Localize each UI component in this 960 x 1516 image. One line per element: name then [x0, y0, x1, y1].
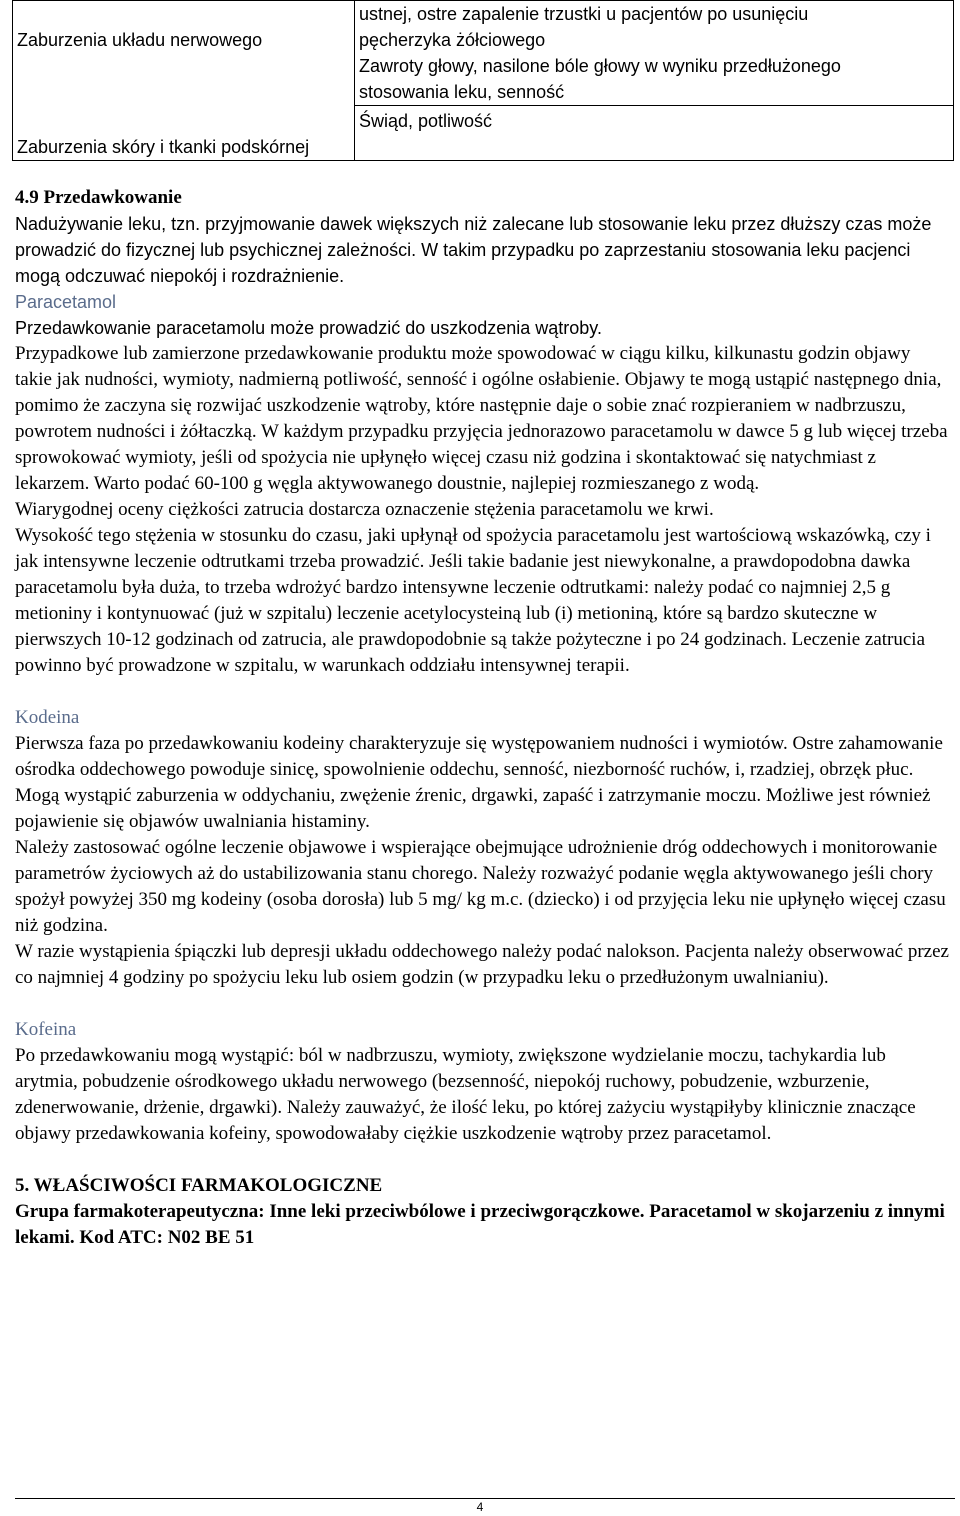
section-heading-pharmacology: 5. WŁAŚCIWOŚCI FARMAKOLOGICZNE — [15, 1174, 383, 1196]
page-content — [15, 0, 952, 1251]
subheading-kofeina: Kofeina — [15, 1018, 77, 1040]
section-heading-overdose: 4.9 Przedawkowanie — [15, 186, 182, 208]
kofeina-paragraph: Po przedawkowaniu mogą wystąpić: ból w nadbrzuszu, wymioty, zwiększone wydzielanie moczu, tachykardia lub arytmia, pobudzenie ośrodkowego układu nerwowego (bezsenność, niepokój ruchowy, pobudzenie, wzburzenie, zdenerwowanie, drżenie, drgawki). Należy zauważyć, że ilość leku, po której zażyciu wystąpiłyby klinicznie znaczące objawy przedawkowania kofeiny, spowodowałaby ciężkie uszkodzenie wątroby przez paracetamol. — [15, 1044, 916, 1144]
cell-line: Zaburzenia układu nerwowego — [17, 30, 263, 50]
cell-line: stosowania leku, senność — [359, 82, 565, 102]
paracetamol-paragraph: Przypadkowe lub zamierzone przedawkowanie produktu może spowodować w ciągu kilku, kilkunastu godzin objawy takie jak nudności, wymioty, nadmierną potliwość, senność i ogólne osłabienie. Objawy te mogą ustąpić następnego dnia, pomimo że zaczyna się rozwijać uszkodzenie wątroby, które następnie daje o sobie znać rozpieraniem w nadbrzuszu, powrotem nudności i żółtaczką. W każdym przypadku przyjęcia jednorazowo paracetamolu w dawce 5 g lub więcej trzeba sprowokować wymioty, jeśli od spożycia nie upłynęło więcej czasu niż godzina i skontaktować się natychmiast z lekarzem. Warto podać 60-100 g węgla aktywowanego doustnie, najlepiej rozmieszanego z wodą. — [15, 342, 948, 494]
kodeina-paragraph: W razie wystąpienia śpiączki lub depresji układu oddechowego należy podać nalokson. Pacjenta należy obserwować przez co najmniej 4 godziny po spożyciu leku lub osiem godzin (w przypadku leku o przedłużonym uwalnianiu). — [15, 940, 949, 988]
cell-line: pęcherzyka żółciowego — [359, 30, 546, 50]
subheading-paracetamol: Paracetamol — [15, 291, 117, 312]
cell-line: ustnej, ostre zapalenie trzustki u pacjentów po usunięciu — [359, 4, 809, 24]
table-cell-effects — [355, 1, 954, 106]
footer-divider — [15, 1498, 955, 1499]
subheading-kodeina: Kodeina — [15, 706, 80, 728]
table-row — [13, 106, 954, 161]
page-number: 4 — [476, 1500, 484, 1514]
table-cell-system — [13, 1, 355, 106]
kodeina-paragraph: Należy zastosować ogólne leczenie objawowe i wspierające obejmujące udrożnienie dróg oddechowych i monitorowanie parametrów życiowych aż do ustabilizowania stanu chorego. Należy rozważyć podanie węgla aktywowanego jeśli chory spożył powyżej 350 mg kodeiny (osoba dorosła) lub 5 mg/ kg m.c. (dziecko) i od przyjęcia leku nie upłynęło więcej czasu niż godzina. — [15, 836, 946, 936]
paracetamol-paragraph: Wiarygodnej oceny ciężkości zatrucia dostarcza oznaczenie stężenia paracetamolu we krwi. — [15, 498, 714, 520]
table-row — [13, 1, 954, 106]
cell-line: Zawroty głowy, nasilone bóle głowy w wyniku przedłużonego — [359, 56, 841, 76]
kodeina-paragraph: Pierwsza faza po przedawkowaniu kodeiny charakteryzuje się występowaniem nudności i wymiotów. Ostre zahamowanie ośrodka oddechowego powoduje sinicę, spowolnienie oddechu, senność, niezborność ruchów, i, rzadziej, obrzęk płuc. Mogą wystąpić zaburzenia w oddychaniu, zwężenie źrenic, drgawki, zapaść i zatrzymanie moczu. Możliwe jest również pojawienie się objawów uwalniania histaminy. — [15, 732, 943, 832]
adverse-reactions-table — [12, 0, 954, 161]
table-cell-system: Zaburzenia skóry i tkanki podskórnej — [13, 106, 355, 161]
paracetamol-paragraph: Przedawkowanie paracetamolu może prowadzić do uszkodzenia wątroby. — [15, 317, 602, 338]
overdose-intro: Nadużywanie leku, tzn. przyjmowanie dawek większych niż zalecane lub stosowanie leku przez dłuższy czas może prowadzić do fizycznej lub psychicznej zależności. W takim przypadku po zaprzestaniu stosowania leku pacjenci mogą odczuwać niepokój i rozdrażnienie. — [15, 213, 932, 286]
pharmacotherapeutic-group: Grupa farmakoterapeutyczna: Inne leki przeciwbólowe i przeciwgorączkowe. Paracetamol w skojarzeniu z innymi lekami. Kod ATC: N02 BE 51 — [15, 1200, 945, 1248]
paracetamol-paragraph: Wysokość tego stężenia w stosunku do czasu, jaki upłynął od spożycia paracetamolu jest wartościową wskazówką, czy i jak intensywne leczenie odtrutkami trzeba prowadzić. Jeśli takie badanie jest niewykonalne, a prawdopodobna dawka paracetamolu była duża, to trzeba wdrożyć bardzo intensywne leczenie odtrutkami: należy podać co najmniej 2,5 g metioniny i kontynuować (już w szpitalu) leczenie acetylocysteiną lub (i) metioniną, które są bardzo skuteczne w pierwszych 10-12 godzinach od zatrucia, ale prawdopodobnie są także pożyteczne i po 24 godzinach. Leczenie zatrucia powinno być prowadzone w szpitalu, w warunkach oddziału intensywnej terapii. — [15, 524, 931, 676]
cell-line — [17, 1, 348, 27]
table-cell-effects: Świąd, potliwość — [355, 106, 954, 161]
